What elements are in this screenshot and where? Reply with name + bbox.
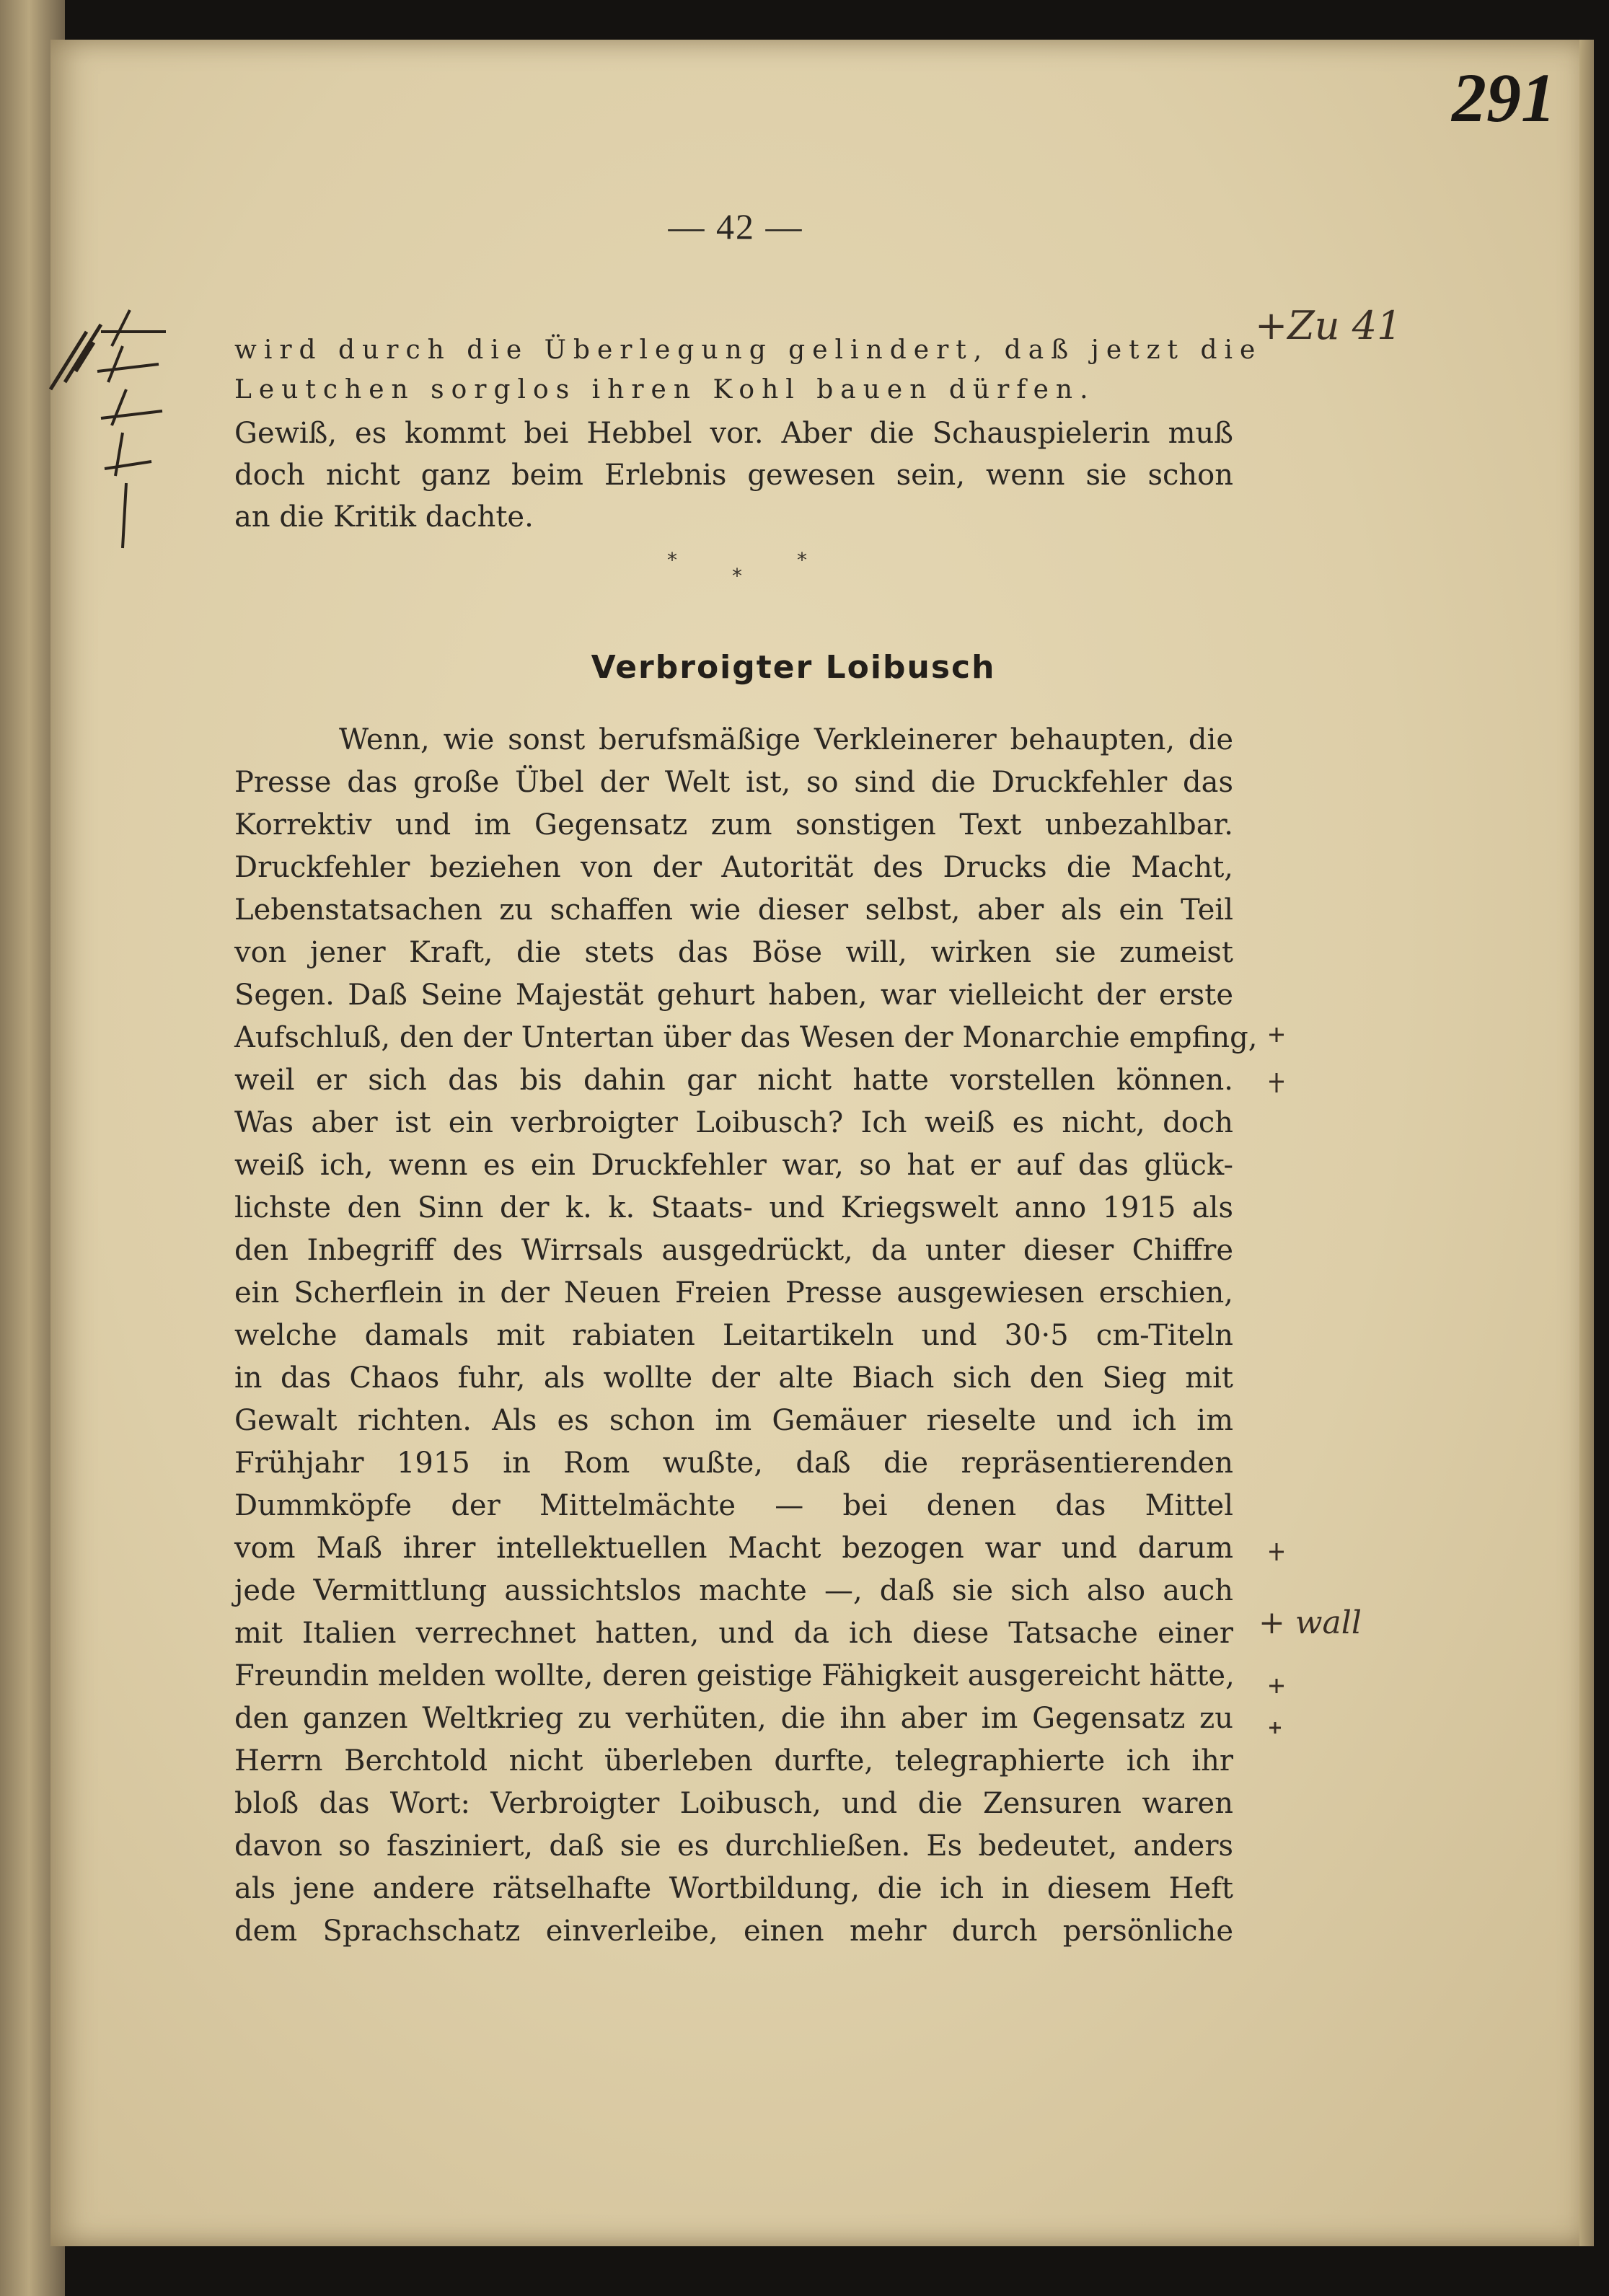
body-line: weil er sich das bis dahin gar nicht hatte vorstellen können. <box>234 1064 1233 1097</box>
paragraph-line: doch nicht ganz beim Erlebnis gewesen sein, wenn sie schon <box>234 459 1233 492</box>
asterisk: * <box>732 564 742 588</box>
body-line: den Inbegriff des Wirrsals ausgedrückt, da unter dieser Chiffre <box>234 1234 1233 1267</box>
body-line: davon so fasziniert, daß sie es durchließen. Es bedeutet, anders <box>234 1829 1233 1863</box>
body-line: mit Italien verrechnet hatten, und da ich diese Tatsache einer <box>234 1617 1233 1650</box>
handwritten-margin-scribbles <box>43 303 216 577</box>
intro-line: wird durch die Überlegung gelindert, daß jetzt die <box>234 335 1263 365</box>
folio-number: 291 <box>1452 59 1556 136</box>
body-line: bloß das Wort: Verbroigter Loibusch, und die Zensuren waren <box>234 1787 1233 1820</box>
margin-plus-marks <box>1255 1010 1298 1767</box>
body-line: Segen. Daß Seine Majestät gehurt haben, war vielleicht der erste <box>234 979 1233 1012</box>
body-line: Freundin melden wollte, deren geistige Fähigkeit ausgereicht hätte, <box>234 1659 1235 1692</box>
body-line: den ganzen Weltkrieg zu verhüten, die ihn aber im Gegensatz zu <box>234 1702 1233 1735</box>
body-line: Herrn Berchtold nicht überleben durfte, telegraphierte ich ihr <box>234 1744 1233 1778</box>
body-line: Gewalt richten. Als es schon im Gemäuer rieselte und ich im <box>234 1404 1233 1437</box>
body-line: als jene andere rätselhafte Wortbildung, die ich in diesem Heft <box>234 1872 1233 1905</box>
body-line: Dummköpfe der Mittelmächte — bei denen das Mittel <box>234 1489 1233 1522</box>
body-line: Was aber ist ein verbroigter Loibusch? Ich weiß es nicht, doch <box>234 1106 1233 1139</box>
paragraph-line: an die Kritik dachte. <box>234 500 534 534</box>
body-line: Lebenstatsachen zu schaffen wie dieser selbst, aber als ein Teil <box>234 893 1233 927</box>
body-line: Druckfehler beziehen von der Autorität des Drucks die Macht, <box>234 851 1233 884</box>
body-line: lichste den Sinn der k. k. Staats- und Kriegswelt anno 1915 als <box>234 1191 1233 1224</box>
body-line: Aufschluß, den der Untertan über das Wesen der Monarchie empfing, <box>234 1021 1258 1054</box>
body-line: Wenn, wie sonst berufsmäßige Verkleinerer behaupten, die <box>339 723 1233 756</box>
body-line: weiß ich, wenn es ein Druckfehler war, so hat er auf das glück- <box>234 1149 1233 1182</box>
asterisk: * <box>797 548 807 572</box>
margin-note-correction: +Zu 41 <box>1255 303 1402 348</box>
asterisk: * <box>667 548 677 572</box>
body-line: jede Vermittlung aussichtslos machte —, daß sie sich also auch <box>234 1574 1233 1607</box>
intro-line: Leutchen sorglos ihren Kohl bauen dürfen. <box>234 375 1096 405</box>
page-number: — 42 — <box>668 206 803 247</box>
body-line: vom Maß ihrer intellektuellen Macht bezogen war und darum <box>234 1532 1233 1565</box>
body-line: Frühjahr 1915 in Rom wußte, daß die repräsentierenden <box>234 1447 1233 1480</box>
body-line: welche damals mit rabiaten Leitartikeln und 30·5 cm-Titeln <box>234 1319 1233 1352</box>
body-line: in das Chaos fuhr, als wollte der alte Biach sich den Sieg mit <box>234 1361 1233 1395</box>
body-line: Korrektiv und im Gegensatz zum sonstigen Text unbezahlbar. <box>234 808 1233 842</box>
body-line: Presse das große Übel der Welt ist, so sind die Druckfehler das <box>234 766 1233 799</box>
body-line: von jener Kraft, die stets das Böse will, wirken sie zumeist <box>234 936 1233 969</box>
margin-note-correction: + wall <box>1258 1604 1362 1641</box>
body-line: ein Scherflein in der Neuen Freien Presse ausgewiesen erschien, <box>234 1276 1233 1310</box>
section-title: Verbroigter Loibusch <box>591 649 996 686</box>
body-line: dem Sprachschatz einverleibe, einen mehr durch persönliche <box>234 1915 1233 1948</box>
paragraph-line: Gewiß, es kommt bei Hebbel vor. Aber die Schauspielerin muß <box>234 417 1233 450</box>
page-edge-right <box>1579 40 1594 2246</box>
section-divider <box>649 548 837 591</box>
